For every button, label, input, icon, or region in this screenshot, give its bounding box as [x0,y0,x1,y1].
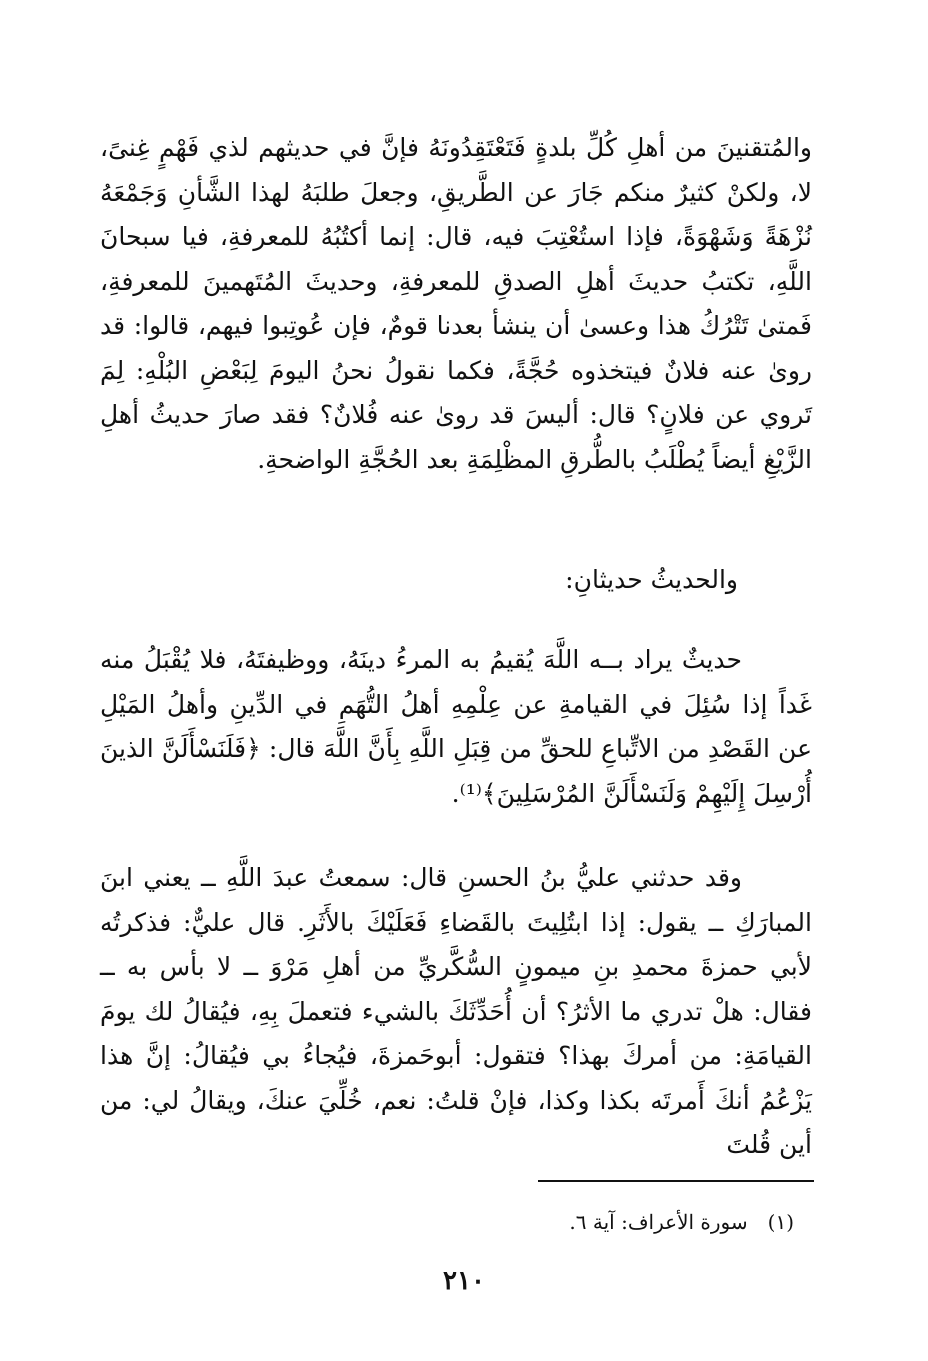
footnote-text: سورة الأعراف: آية ٦. [569,1210,748,1234]
paragraph-2-indent [742,645,812,674]
footnote-number: (١) [767,1210,794,1234]
footnote-divider [538,1180,814,1182]
paragraph-2 [100,638,812,816]
page-number: ٢١٠ [443,1266,485,1296]
paragraph-3-text: وقد حدثني عليُّ بنُ الحسنِ قال: سمعتُ عبدَ اللَّهِ ــ يعني ابنَ المبارَكِ ــ يقول: إذا ابتُلِيتَ بالقَضاءِ فَعَلَيْكَ بالأَثَرِ. قال عليٌّ: فذكرتُه لأبي حمزةَ محمدِ بنِ ميمونٍ السُّكَّريِّ من أهلِ مَرْوَ ــ لا بأس به ــ فقال: هلْ تدري ما الأثرُ؟ أن أُحَدِّثَكَ بالشيء فتعملَ بِهِ، فيُقالُ لك يومَ القيامَةِ: من أمركَ بهذا؟ فتقول: أبوحَمزةَ، فيُجاءُ بي فيُقالُ: إنَّ هذا يَزْعُمُ أنكَ أَمرتَه بكذا وكذا، فإنْ قلتُ: نعم، خُلِّيَ عنكَ، ويقالُ لي: من أين قُلتَ [100,863,812,1159]
paragraph-2-text: حديثٌ يراد بــه اللَّهَ يُقيمُ به المرءُ دينَهُ، ووظيفتَهُ، فلا يُقْبَلُ منه غَداً إذا سُئِلَ في القيامةِ عن عِلْمِهِ أهلُ التُّهَمِ في الدِّينِ وأهلُ المَيْلِ عن القَصْدِ من الاتِّباعِ للحقِّ من قِبَلِ اللَّهِ بِأَنَّ اللَّهَ قال: ﴿فَلَنَسْأَلَنَّ الذينَ أُرْسِلَ إِلَيْهِمْ وَلَنَسْأَلَنَّ المُرْسَلِينَ﴾⁽¹⁾. [100,645,812,808]
paragraph-1: والمُتقنينَ من أهلِ كُلِّ بلدةٍ فَتَعْتَقِدُونَهُ فإنَّ في حديثهم لذي فَهْمٍ غِنىً، لا، ولكنْ كثيرٌ منكم جَارَ عن الطَّريقِ، وجعلَ طلبَهُ لهذا الشَّأنِ وَجَمْعَهُ نُزْهَةً وَشَهْوَةً، فإذا استُعْتِبَ فيه، قال: إنما أكتُبُهُ للمعرفةِ، فيا سبحانَ اللَّهِ، تكتبُ حديثَ أهلِ الصدقِ للمعرفةِ، وحديثَ المُتَهمينَ للمعرفةِ، فَمتىٰ تَتْرُكُ هذا وعسىٰ أن ينشأ بعدنا قومٌ، فإن عُوتِبوا فيهم، قالوا: قد روىٰ عنه فلانٌ فيتخذوه حُجَّةً، فكما نقولُ نحنُ اليومَ لِبَعْضِ البُلْهِ: لِمَ تَروي عن فلانٍ؟ قال: أليسَ قد روىٰ عنه فُلانٌ؟ فقد صارَ حديثُ أهلِ الزَّيْغِ أيضاً يُطْلَبُ بالطُّرقِ المظْلِمَةِ بعد الحُجَّةِ الواضحةِ. [100,133,812,474]
paragraph-3 [100,856,812,1168]
footnote [569,1206,794,1238]
section-heading: والحديثُ حديثانِ: [565,565,738,594]
paragraph-3-indent [742,863,812,892]
